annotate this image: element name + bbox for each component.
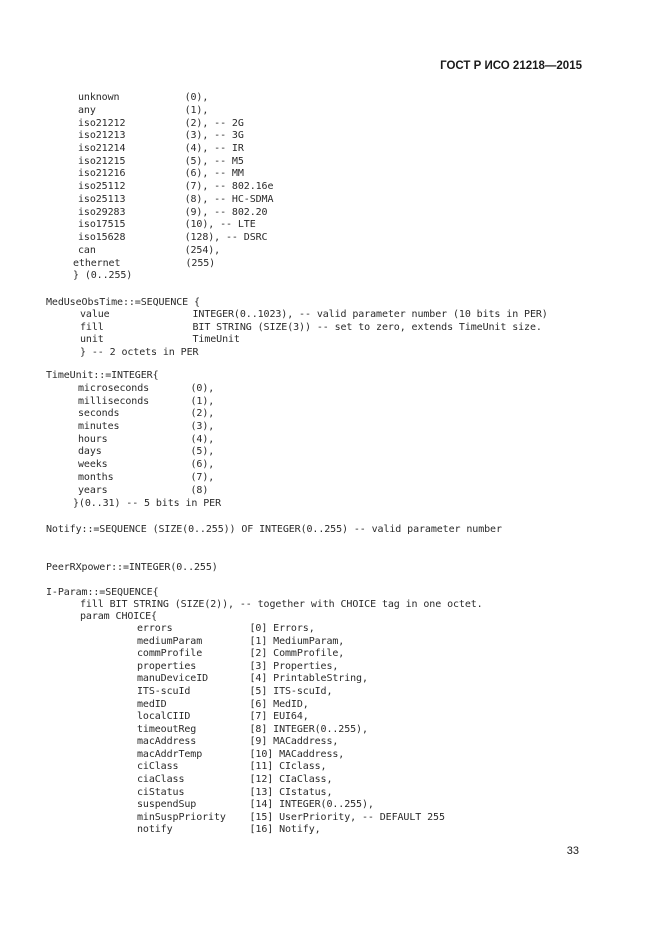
code-line: days (5), (78, 446, 215, 457)
code-line: minSuspPriority [15] UserPriority, -- DEFAULT 255 (137, 812, 445, 823)
code-line: hours (4), (78, 434, 215, 445)
code-line: iso21216 (6), -- MM (78, 168, 244, 179)
code-line: fill BIT STRING (SIZE(2)), -- together with CHOICE tag in one octet. (80, 599, 483, 610)
code-line: iso25113 (8), -- HC-SDMA (78, 194, 274, 205)
code-line: commProfile [2] CommProfile, (137, 648, 345, 659)
code-line: ITS-scuId [5] ITS-scuId, (137, 686, 333, 697)
code-line: } -- 2 octets in PER (80, 347, 199, 358)
code-line: } (0..255) (73, 270, 133, 281)
code-line: iso21215 (5), -- M5 (78, 156, 244, 167)
code-line: value INTEGER(0..1023), -- valid parameter number (10 bits in PER) (80, 309, 548, 320)
code-line: notify [16] Notify, (137, 824, 321, 835)
code-line: I-Param::=SEQUENCE{ (46, 587, 159, 598)
code-line: unknown (0), (78, 92, 209, 103)
code-line: localCIID [7] EUI64, (137, 711, 309, 722)
code-line: any (1), (78, 105, 209, 116)
code-line: mediumParam [1] MediumParam, (137, 636, 345, 647)
code-line: years (8) (78, 485, 209, 496)
code-line: ciClass [11] CIclass, (137, 761, 327, 772)
code-line: iso21214 (4), -- IR (78, 143, 244, 154)
code-line: microseconds (0), (78, 383, 215, 394)
code-line: macAddress [9] MACaddress, (137, 736, 339, 747)
code-line: iso21213 (3), -- 3G (78, 130, 244, 141)
code-line: }(0..31) -- 5 bits in PER (73, 498, 222, 509)
code-line: manuDeviceID [4] PrintableString, (137, 673, 368, 684)
code-line: medID [6] MedID, (137, 699, 309, 710)
code-line: errors [0] Errors, (137, 623, 315, 634)
code-line: iso17515 (10), -- LTE (78, 219, 256, 230)
code-line: seconds (2), (78, 408, 215, 419)
code-line: macAddrTemp [10] MACaddress, (137, 749, 345, 760)
code-line: iso15628 (128), -- DSRC (78, 232, 268, 243)
code-line: iso29283 (9), -- 802.20 (78, 207, 268, 218)
code-line: iso25112 (7), -- 802.16e (78, 181, 274, 192)
code-line: weeks (6), (78, 459, 215, 470)
code-line: can (254), (78, 245, 221, 256)
code-line: ciaClass [12] CIaClass, (137, 774, 333, 785)
code-line: MedUseObsTime::=SEQUENCE { (46, 297, 200, 308)
code-line: properties [3] Properties, (137, 661, 339, 672)
code-line: ethernet (255) (73, 258, 216, 269)
code-line: ciStatus [13] CIstatus, (137, 787, 333, 798)
code-line: suspendSup [14] INTEGER(0..255), (137, 799, 374, 810)
page-number: 33 (566, 845, 579, 857)
code-line: Notify::=SEQUENCE (SIZE(0..255)) OF INTEGER(0..255) -- valid parameter number (46, 524, 502, 535)
code-line: timeoutReg [8] INTEGER(0..255), (137, 724, 368, 735)
code-line: months (7), (78, 472, 215, 483)
code-line: fill BIT STRING (SIZE(3)) -- set to zero, extends TimeUnit size. (80, 322, 542, 333)
code-line: unit TimeUnit (80, 334, 240, 345)
code-line: param CHOICE{ (80, 611, 157, 622)
code-line: minutes (3), (78, 421, 215, 432)
code-line: iso21212 (2), -- 2G (78, 118, 244, 129)
code-line: PeerRXpower::=INTEGER(0..255) (46, 562, 218, 573)
document-header: ГОСТ Р ИСО 21218—2015 (440, 60, 582, 72)
code-line: TimeUnit::=INTEGER{ (46, 370, 159, 381)
code-line: milliseconds (1), (78, 396, 215, 407)
